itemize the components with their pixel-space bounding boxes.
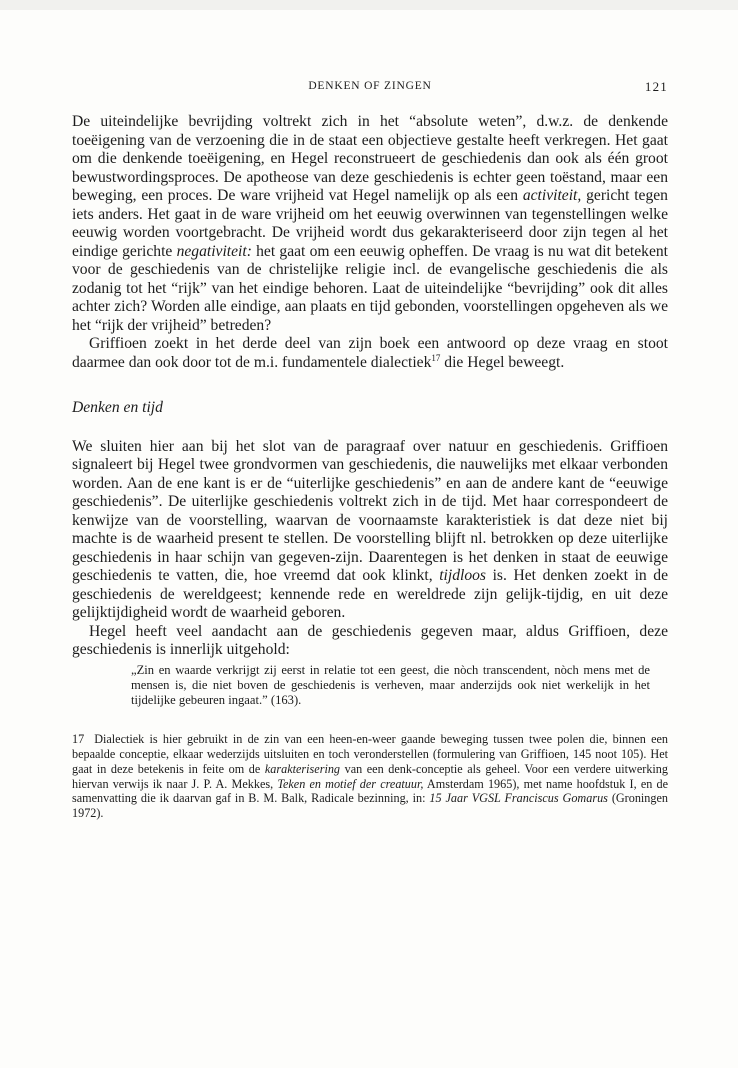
paragraph-1-text-c: het gaat om een eeuwig opheffen. De vraag is nu wat dit betekent voor de geschiedenis van de christelijke religie incl. de evangelische geschiedenis die als zodanig tot het “rijk” van het eindige behoren. Laat de uiteindelijke “bevrijding” ook dit alles achter zich? Worden alle eindige, aan plaats en tijd gebonden, voorstellingen opgeheven als we het “rijk der vrijheid” betreden? [72,242,668,334]
emphasis-tijdloos: tijdloos [439,567,486,584]
paragraph-3 [72,438,668,623]
footnote-text-b: van een denk-conceptie als geheel. Voor een verdere uitwerking hiervan verwijs ik naar J. P. A. Mekkes, [72,761,668,791]
footnote-text-c: Amsterdam 1965), met name hoofdstuk I, en de samenvatting die ik daarvan gaf in B. M. Balk, Radicale bezinning, in: [72,776,668,806]
footnote-reference: 17 [431,352,441,363]
footnote-spacer [72,708,668,732]
paragraph-3-text-b: is. Het denken zoekt in de geschiedenis de wereldgeest; kennende rede en wereldrede zijn gelijk-tijdig, en uit deze gelijktijdigheid wordt de waarheid geboren. [72,567,669,621]
paragraph-3-text-a: We sluiten hier aan bij het slot van de paragraaf over natuur en geschiedenis. Griffioen signaleert bij Hegel twee grondvormen van geschiedenis, die nauwelijks met elkaar verbonden worden. Aan de ene kant is er de “uiterlijke geschiedenis” en aan de andere kant de “eeuwige geschiedenis”. De uiterlijke geschiedenis voltrekt zich in de tijd. Met haar correspondeert de kenwijze van de voorstelling, waarvan de voornaamste karakteristiek is dat deze niet bij machte is de waarheid present te stellen. De voorstelling blijft nl. betrokken op deze uiterlijke geschiedenis in haar schijn van gegeven-zijn. Daarentegen is het denken in staat de eeuwige geschiedenis te vatten, die, hoe vreemd dat ook klinkt, [72,437,668,584]
page-body [72,113,668,821]
footnote-publication-title: 15 Jaar VGSL Franciscus Gomarus [429,791,608,806]
paragraph-1-text-b: gericht tegen iets anders. Het gaat in de ware vrijheid om het eeuwig overwinnen van tegenstellingen welke eeuwig worden voortgebracht. De vrijheid wordt dus gekarakteriseerd door zijn tegen al het eindige gerichte [72,187,668,260]
section-heading: Denken en tijd [72,399,163,416]
page-number: 121 [644,79,668,94]
paragraph-1 [72,113,668,335]
block-quote: „Zin en waarde verkrijgt zij eerst in relatie tot een geest, die nòch transcendent, nòch mens met de mensen is, die niet boven de geschiedenis is verheven, maar anderzijds ook niet werkelijk in het tijdelijke gebeuren ingaat.” (163). [131,662,650,707]
running-header [72,80,668,100]
footnote [72,732,668,821]
emphasis-negativiteit: negativiteit: [176,242,252,260]
emphasis-activiteit: activiteit, [522,187,582,204]
footnote-emphasis-karakterisering: karakterisering [264,761,341,776]
paragraph-4: Hegel heeft veel aandacht aan de geschiedenis gegeven maar, aldus Griffioen, deze geschiedenis is innerlijk uitgehold: [72,622,668,658]
footnote-book-title: Teken en motief der creatuur, [277,776,424,791]
scan-edge [0,0,738,10]
paragraph-1-text-a: De uiteindelijke bevrijding voltrekt zich in het “absolute weten”, d.w.z. de denkende toeëigening van de verzoening die in de staat een objectieve gestalte heeft verkregen. Het gaat om die denkende toeëigening, en Hegel reconstrueert de geschiedenis dan ook als één groot bewustwordingsproces. De apotheose van deze geschiedenis is echter geen toëstand, maar een beweging, een proces. De ware vrijheid vat Hegel namelijk op als een [72,113,668,204]
paragraph-2-text-a: Griffioen zoekt in het derde deel van zijn boek een antwoord op deze vraag en stoot daarmee dan ook door tot de m.i. fundamentele dialectiek [72,335,668,371]
footnote-text-d: (Groningen 1972). [72,791,668,821]
paragraph-2-text-b: die Hegel beweegt. [440,353,565,371]
footnote-number: 17 [72,732,85,747]
paragraph-2 [72,335,668,372]
footnote-text-a: Dialectiek is hier gebruikt in de zin van een heen-en-weer gaande beweging tussen twee polen die, binnen een bepaalde conceptie, elkaar wederzijds uitsluiten en toch veronderstellen (formulering van Griffioen, 145 noot 105). Het gaat in deze betekenis in feite om de [72,732,668,776]
running-title: DENKEN OF ZINGEN [308,80,432,92]
